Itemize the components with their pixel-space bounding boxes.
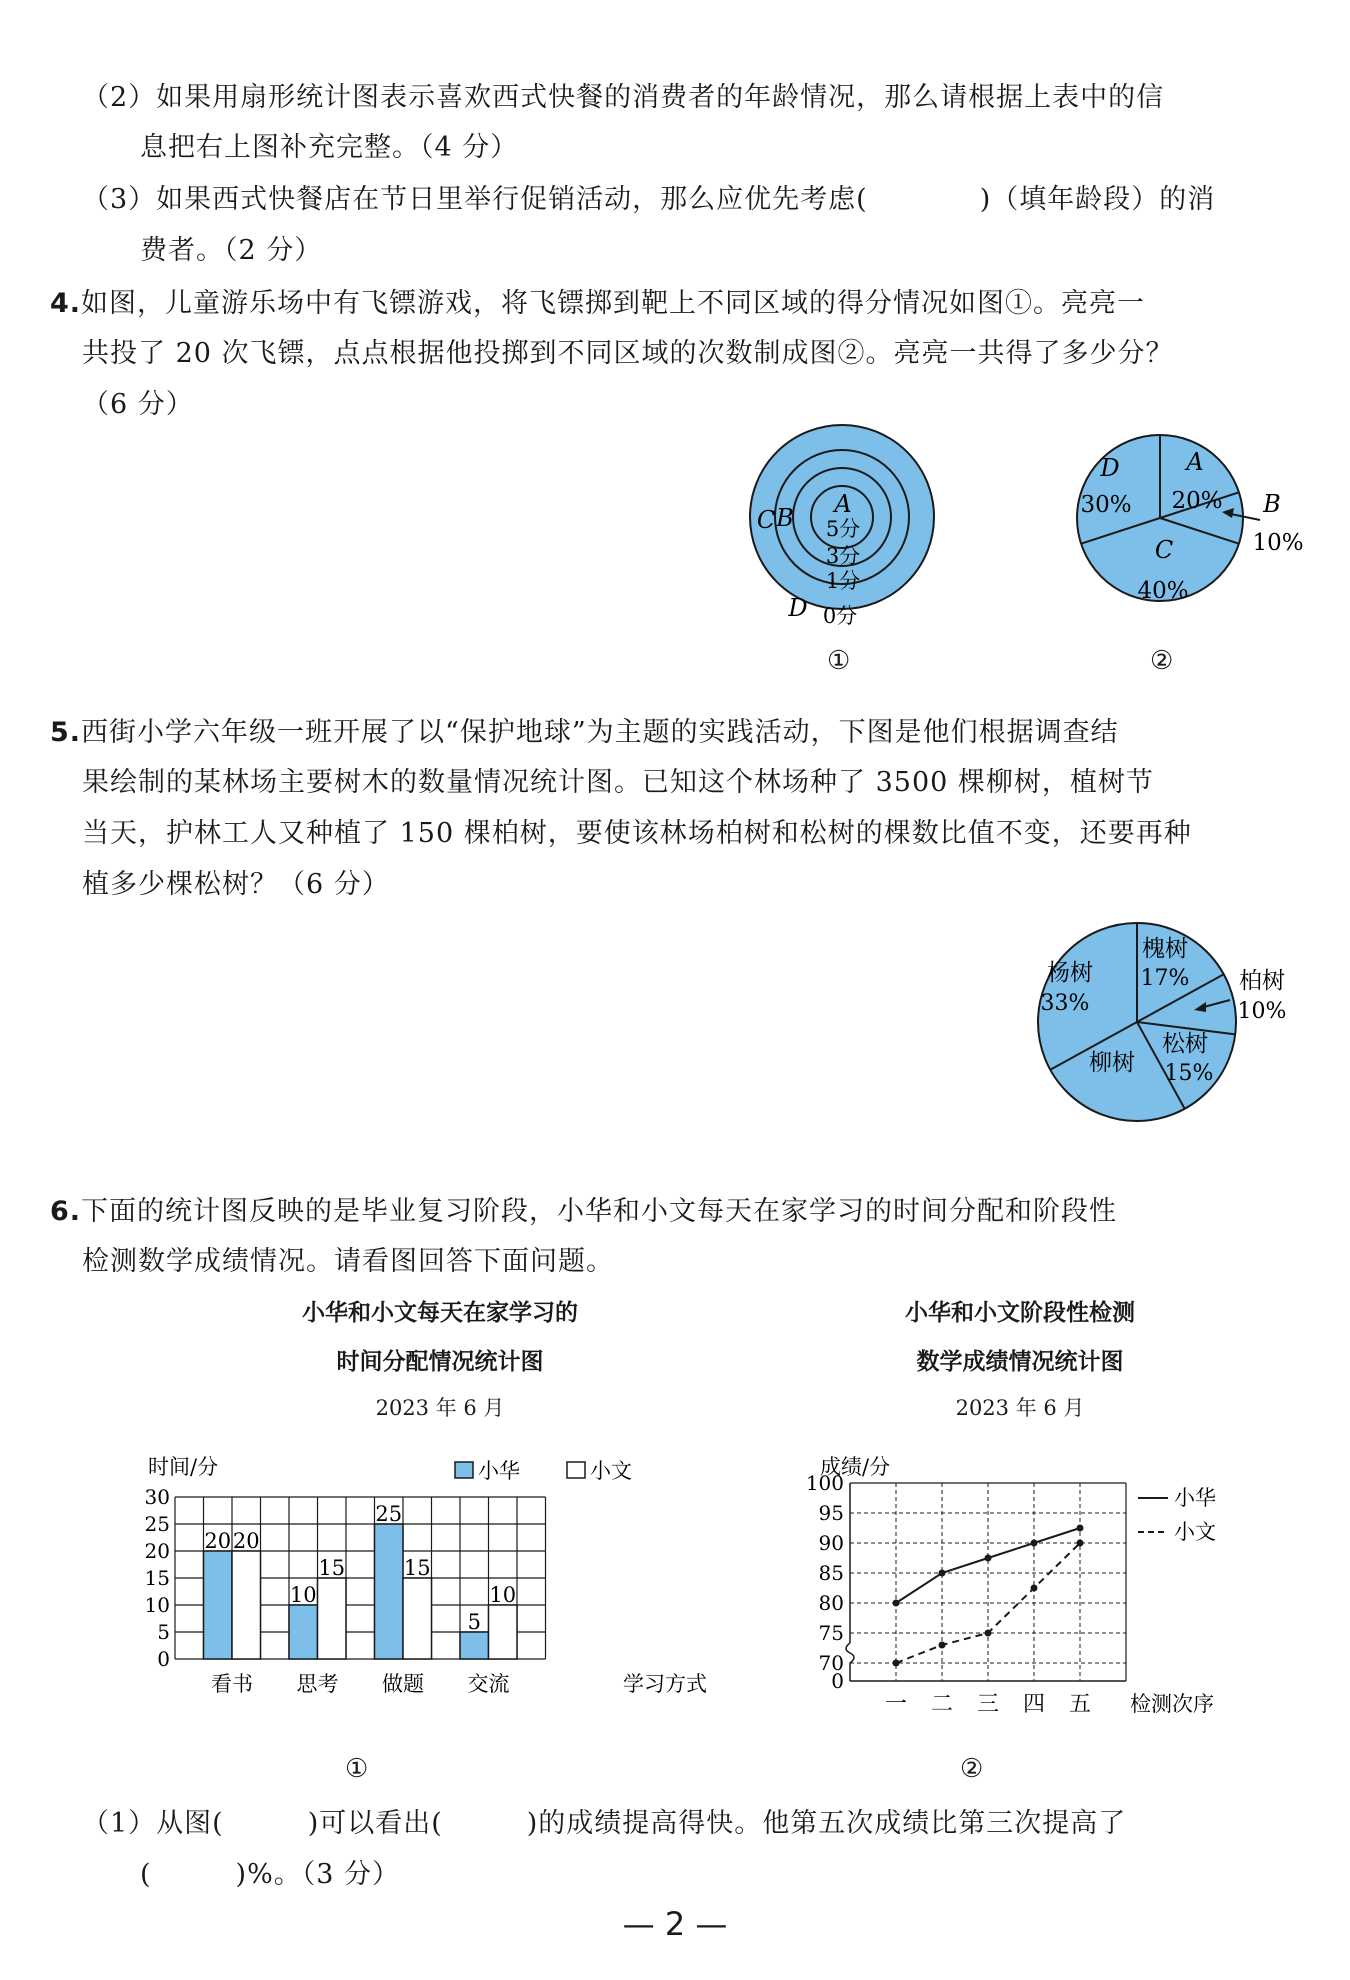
bar-ytick-label: 30 [144, 1485, 170, 1509]
chart1-date: 2023 年 6 月 [375, 1396, 505, 1420]
q3-part2-line2: 息把右上图补充完整。（4 分） [140, 132, 519, 163]
line-point [893, 1660, 900, 1667]
bar [375, 1524, 404, 1659]
q6-sub1-line1: （1）从图( )可以看出( )的成绩提高得快。他第五次成绩比第三次提高了 [82, 1808, 1127, 1839]
bar-data-label: 25 [375, 1502, 403, 1526]
line-point [1031, 1540, 1038, 1547]
bar-category-label: 做题 [382, 1672, 424, 1696]
line-ytick-label: 95 [818, 1501, 844, 1525]
bar-category-label: 交流 [467, 1672, 510, 1696]
line-ylabel: 成绩/分 [820, 1455, 891, 1479]
line-category-label: 四 [1022, 1692, 1046, 1717]
bar-legend-swatch [567, 1462, 585, 1478]
pie-q4-value-a: 20% [1171, 488, 1223, 514]
bar [204, 1551, 233, 1659]
q4-text-line1 [50, 284, 1145, 324]
pie-q5-label: 杨树 [1047, 960, 1093, 986]
bar-ytick-label: 25 [144, 1512, 170, 1536]
math-score-line-chart [800, 1448, 1280, 1717]
q5-number: 5. [50, 717, 82, 748]
line-point [1031, 1585, 1038, 1592]
pie-q5-label-baishu: 柏树 [1239, 968, 1285, 994]
line-point [939, 1642, 946, 1649]
dartboard-label-c: C [756, 506, 776, 534]
line-category-label: 一 [884, 1692, 908, 1717]
q6-line1: 下面的统计图反映的是毕业复习阶段，小华和小文每天在家学习的时间分配和阶段性 [81, 1196, 1118, 1227]
chart2-title-line2: 数学成绩情况统计图 [916, 1349, 1124, 1375]
q4-pie-chart [1060, 420, 1320, 620]
bar-data-label: 15 [403, 1556, 431, 1580]
bar [460, 1632, 489, 1659]
dartboard-score-a: 5分 [825, 517, 861, 541]
q4-number: 4. [50, 288, 82, 319]
q5-line2: 果绘制的某林场主要树木的数量情况统计图。已知这个林场种了 3500 棵柳树，植树节 [82, 767, 1154, 798]
bar-data-label: 5 [467, 1610, 481, 1634]
bar [232, 1551, 261, 1659]
line-point [985, 1555, 992, 1562]
q4-line2: 共投了 20 次飞镖，点点根据他投掷到不同区域的次数制成图②。亮亮一共得了多少分？ [82, 338, 1174, 369]
pie-q5-value: 15% [1164, 1061, 1214, 1086]
bar-ylabel: 时间/分 [148, 1455, 219, 1479]
bar-data-label: 10 [489, 1583, 517, 1607]
q3-part2-line1: （2）如果用扇形统计图表示喜欢西式快餐的消费者的年龄情况，那么请根据上表中的信 [82, 82, 1165, 113]
bar-category-label: 思考 [296, 1672, 339, 1696]
pie-q4-value-c: 40% [1137, 578, 1189, 604]
chart1-title-line1: 小华和小文每天在家学习的 [302, 1300, 578, 1326]
bar-ytick-label: 0 [157, 1647, 170, 1671]
line-ytick-label: 90 [818, 1531, 844, 1555]
line-category-label: 二 [930, 1692, 954, 1717]
q6-line2: 检测数学成绩情况。请看图回答下面问题。 [82, 1246, 614, 1277]
q6-text-line1 [50, 1192, 1117, 1232]
q4-line3: （6 分） [82, 389, 194, 420]
line-ytick-label: 80 [818, 1591, 844, 1615]
q5-line3: 当天，护林工人又种植了 150 棵柏树，要使该林场柏树和松树的棵数比值不变，还要再种 [82, 818, 1192, 849]
bar-ytick-label: 5 [157, 1620, 170, 1644]
q6-sub1-line2: ( )%。（3 分） [140, 1859, 400, 1890]
bar-xlabel: 学习方式 [623, 1672, 707, 1696]
q5-text-line1 [50, 713, 1119, 753]
pie-q5-value: 33% [1040, 991, 1090, 1016]
pie-q4-label-d: D [1100, 454, 1120, 482]
pie-q5-label: 柳树 [1089, 1050, 1135, 1076]
pie-q4-label-c: C [1154, 536, 1174, 564]
pie-q4-value-d: 30% [1080, 492, 1132, 518]
line-point [939, 1570, 946, 1577]
dartboard-score-b: 3分 [825, 544, 861, 568]
chart1-title-line2: 时间分配情况统计图 [336, 1349, 544, 1375]
bar [318, 1578, 347, 1659]
bar-ytick-label: 15 [144, 1566, 170, 1590]
q3-part3-line2: 费者。（2 分） [140, 235, 323, 266]
bar-legend-label: 小华 [478, 1459, 520, 1483]
dartboard-label-d: D [788, 594, 808, 622]
chart2-date: 2023 年 6 月 [955, 1396, 1085, 1420]
line-legend-label: 小华 [1174, 1486, 1216, 1510]
bar-legend-swatch [455, 1462, 473, 1478]
bar-data-label: 10 [289, 1583, 317, 1607]
line-point [985, 1630, 992, 1637]
pie-q4-value-b: 10% [1252, 530, 1304, 556]
bar [403, 1578, 432, 1659]
bar-data-label: 15 [318, 1556, 346, 1580]
q4-line1: 如图，儿童游乐场中有飞镖游戏，将飞镖掷到靶上不同区域的得分情况如图①。亮亮一 [81, 288, 1146, 319]
line-category-label: 三 [976, 1692, 1000, 1717]
pie-q5-value: 17% [1140, 966, 1190, 991]
bar-ytick-label: 10 [144, 1593, 170, 1617]
bar-data-label: 20 [232, 1529, 260, 1553]
line-ytick-label: 70 [818, 1651, 844, 1675]
dartboard-label-b: B [776, 504, 794, 532]
line-category-label: 五 [1068, 1692, 1092, 1717]
bar [289, 1605, 318, 1659]
study-time-bar-chart [130, 1448, 730, 1698]
line-point [1077, 1525, 1084, 1532]
q4-figure1-label: ① [827, 646, 851, 676]
page-number: — 2 — [622, 1905, 728, 1943]
line-point [893, 1600, 900, 1607]
pie-q5-value-baishu: 10% [1237, 999, 1287, 1024]
bar-category-label: 看书 [211, 1672, 253, 1696]
q6-number: 6. [50, 1196, 82, 1227]
bar-data-label: 20 [204, 1529, 232, 1553]
dartboard-figure [740, 420, 960, 640]
q5-line4: 植多少棵松树？（6 分） [82, 869, 390, 900]
q5-line1: 西街小学六年级一班开展了以“保护地球”为主题的实践活动，下图是他们根据调查结 [81, 717, 1119, 748]
q5-pie-chart [1030, 918, 1310, 1128]
chart2-title-line1: 小华和小文阶段性检测 [905, 1300, 1135, 1326]
bar-legend-label: 小文 [590, 1459, 632, 1483]
line-axis-break [846, 1643, 854, 1681]
dartboard-label-a: A [834, 490, 852, 518]
q6-figure2-label: ② [960, 1754, 984, 1784]
dartboard-score-c: 1分 [825, 569, 861, 593]
line-legend-label: 小文 [1174, 1520, 1216, 1544]
line-xlabel: 检测次序 [1130, 1692, 1214, 1716]
q6-figure1-label: ① [345, 1754, 369, 1784]
q3-part3-line1: （3）如果西式快餐店在节日里举行促销活动，那么应优先考虑( )（填年龄段）的消 [82, 184, 1216, 215]
pie-q4-label-a: A [1186, 448, 1204, 476]
bar [489, 1605, 518, 1659]
line-ytick-label: 0 [831, 1669, 844, 1693]
line-point [1077, 1540, 1084, 1547]
line-ytick-label: 100 [805, 1471, 844, 1495]
pie-q4-label-b: B [1263, 490, 1281, 518]
pie-q5-label: 松树 [1162, 1031, 1208, 1057]
dartboard-score-d: 0分 [822, 604, 858, 628]
pie-q5-label: 槐树 [1142, 936, 1188, 962]
line-ytick-label: 85 [818, 1561, 844, 1585]
bar-ytick-label: 20 [144, 1539, 170, 1563]
line-ytick-label: 75 [818, 1621, 844, 1645]
q4-figure2-label: ② [1150, 646, 1174, 676]
